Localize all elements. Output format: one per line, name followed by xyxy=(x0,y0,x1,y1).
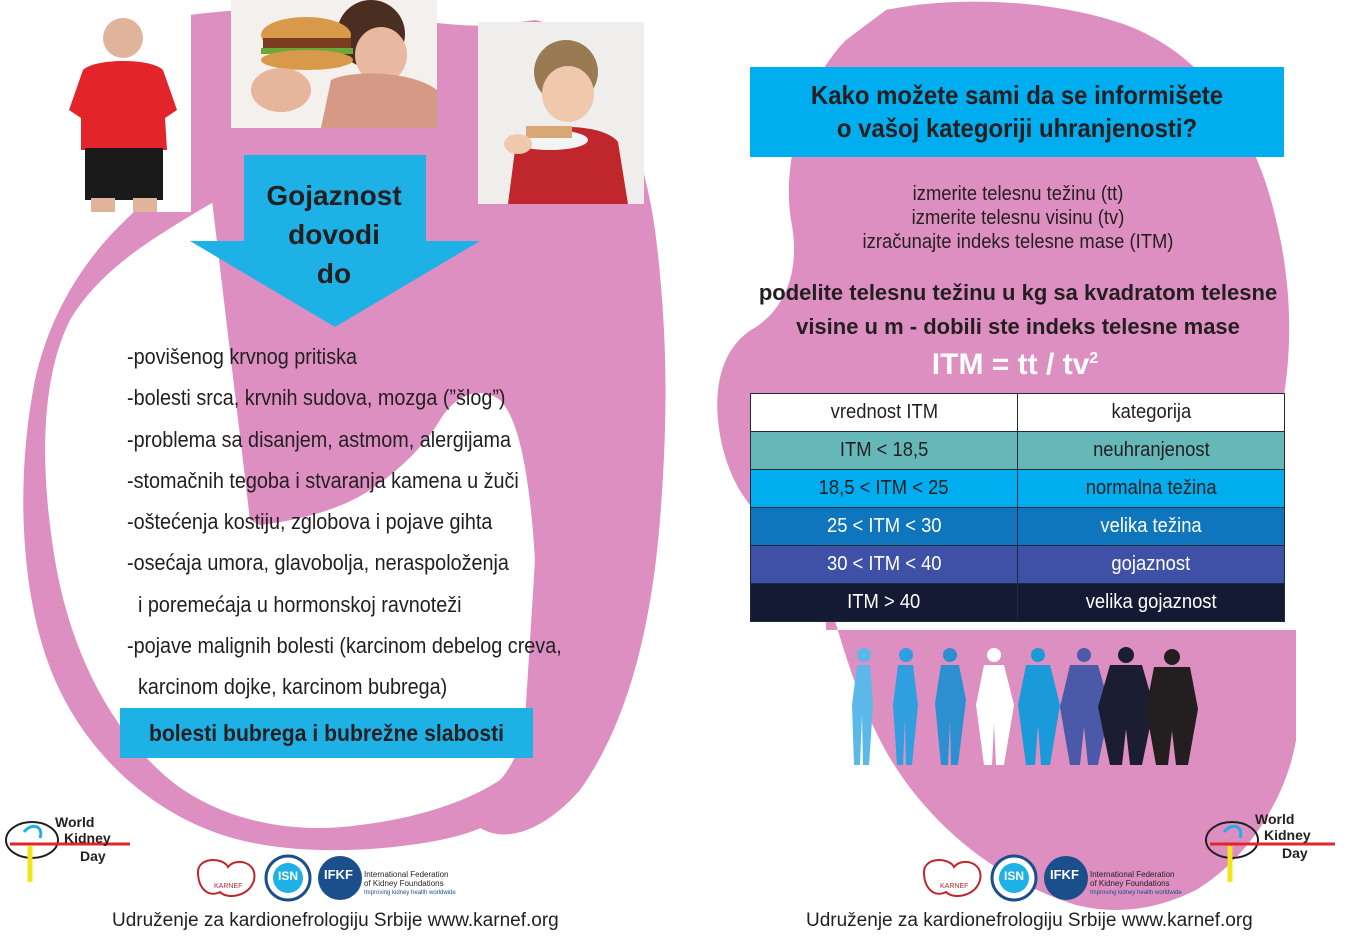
table-header-cell: kategorija xyxy=(1018,394,1285,432)
formula-exponent: 2 xyxy=(1089,350,1099,367)
table-cell: 18,5 < ITM < 25 xyxy=(751,470,1018,508)
ifkf-tagline: Improving kidney health worldwide xyxy=(1090,890,1182,896)
silhouette-2 xyxy=(893,648,918,765)
karnef-label: KARNEF xyxy=(940,883,969,890)
footer-text-right: Udruženje za kardionefrologiju Srbije www.karnef.org xyxy=(806,910,1253,931)
ifkf-label: IFKF xyxy=(324,867,353,882)
step-item: izračunajte indeks telesne mase (ITM) xyxy=(862,231,1174,253)
photo-boy-cake xyxy=(478,22,644,204)
question-line: o vašoj kategoriji uhranjenosti? xyxy=(836,113,1198,143)
ifkf-name: International Federation xyxy=(1090,870,1175,879)
table-cell: normalna težina xyxy=(1018,470,1285,508)
formula-description-line: visine u m - dobili ste indeks telesne mase xyxy=(796,314,1240,339)
table-cell: 30 < ITM < 40 xyxy=(751,546,1018,584)
question-heading xyxy=(771,79,1262,145)
world-kidney-day-logo-left xyxy=(0,812,140,882)
formula-main: ITM = tt / tv xyxy=(931,348,1090,381)
silhouette-7 xyxy=(1098,647,1154,765)
partner-logos-right xyxy=(914,852,1194,912)
risk-list xyxy=(127,336,647,708)
table-row xyxy=(751,584,1285,622)
list-item: -problema sa disanjem, astmom, alergijama xyxy=(127,426,512,452)
bmi-formula xyxy=(890,348,1140,382)
ifkf-label: IFKF xyxy=(1050,867,1079,882)
list-item: -povišenog krvnog pritiska xyxy=(127,344,358,369)
silhouette-4 xyxy=(976,648,1014,765)
silhouette-3 xyxy=(935,648,966,765)
wkd-line: Kidney xyxy=(1264,827,1311,843)
isn-label: ISN xyxy=(1004,869,1025,883)
table-header-row xyxy=(751,394,1285,432)
isn-label: ISN xyxy=(278,869,299,883)
list-item: -oštećenja kostiju, zglobova i pojave gihta xyxy=(127,509,493,535)
table-cell: ITM < 18,5 xyxy=(751,432,1018,470)
table-cell: velika gojaznost xyxy=(1018,584,1285,622)
photo-woman-burger xyxy=(231,0,437,128)
arrow-heading-line: Gojaznost xyxy=(266,180,402,211)
wkd-line: World xyxy=(55,814,95,830)
list-item: i poremećaja u hormonskoj ravnoteži xyxy=(127,591,462,617)
world-kidney-day-logo-right xyxy=(1200,812,1340,882)
question-box xyxy=(750,67,1284,157)
step-item: izmerite telesnu visinu (tv) xyxy=(911,207,1125,229)
step-item: izmerite telesnu težinu (tt) xyxy=(912,183,1124,205)
ifkf-name: of Kidney Foundations xyxy=(364,879,444,888)
wkd-line: Day xyxy=(80,848,106,864)
table-cell: gojaznost xyxy=(1018,546,1285,584)
silhouette-5 xyxy=(1018,648,1060,765)
list-item: -osećaja umora, glavobolja, neraspoloženja xyxy=(127,550,509,576)
table-cell: 25 < ITM < 30 xyxy=(751,508,1018,546)
formula-description-line: podelite telesnu težinu u kg sa kvadratom telesne xyxy=(758,280,1278,305)
photo-obese-man xyxy=(55,0,191,212)
silhouette-1 xyxy=(852,648,873,765)
question-line: Kako možete sami da se informišete xyxy=(810,80,1224,110)
wkd-line: Kidney xyxy=(64,830,111,846)
table-cell: velika težina xyxy=(1018,508,1285,546)
table-cell: neuhranjenost xyxy=(1018,432,1285,470)
ifkf-name: of Kidney Foundations xyxy=(1090,879,1170,888)
list-item: -stomačnih tegoba i stvaranja kamena u žuči xyxy=(127,467,519,493)
list-item: karcinom dojke, karcinom bubrega) xyxy=(127,674,448,700)
ifkf-tagline: Improving kidney health worldwide xyxy=(364,890,456,896)
partner-logos-left xyxy=(188,852,468,912)
kidney-disease-highlight xyxy=(120,708,533,758)
measurement-steps xyxy=(780,182,1256,254)
formula-description xyxy=(700,276,1336,344)
list-item: -pojave malignih bolesti (karcinom debelog creva, xyxy=(127,633,562,659)
wkd-line: World xyxy=(1255,811,1295,827)
table-header-cell: vrednost ITM xyxy=(751,394,1018,432)
karnef-label: KARNEF xyxy=(214,883,243,890)
ifkf-name: International Federation xyxy=(364,870,449,879)
footer-text-left: Udruženje za kardionefrologiju Srbije www.karnef.org xyxy=(112,910,559,931)
kidney-disease-text: bolesti bubrega i bubrežne slabosti xyxy=(148,720,505,746)
table-row xyxy=(751,432,1285,470)
arrow-heading-line: dovodi xyxy=(288,219,380,250)
arrow-heading-line: do xyxy=(316,258,352,289)
table-row xyxy=(751,508,1285,546)
table-cell: ITM > 40 xyxy=(751,584,1018,622)
list-item: -bolesti srca, krvnih sudova, mozga (”šlog”) xyxy=(127,385,506,411)
bmi-table xyxy=(750,393,1285,622)
arrow-heading xyxy=(234,176,434,293)
table-row xyxy=(751,546,1285,584)
body-silhouettes-illustration xyxy=(848,645,1198,770)
silhouette-8 xyxy=(1146,649,1198,765)
table-row xyxy=(751,470,1285,508)
wkd-line: Day xyxy=(1282,845,1308,861)
